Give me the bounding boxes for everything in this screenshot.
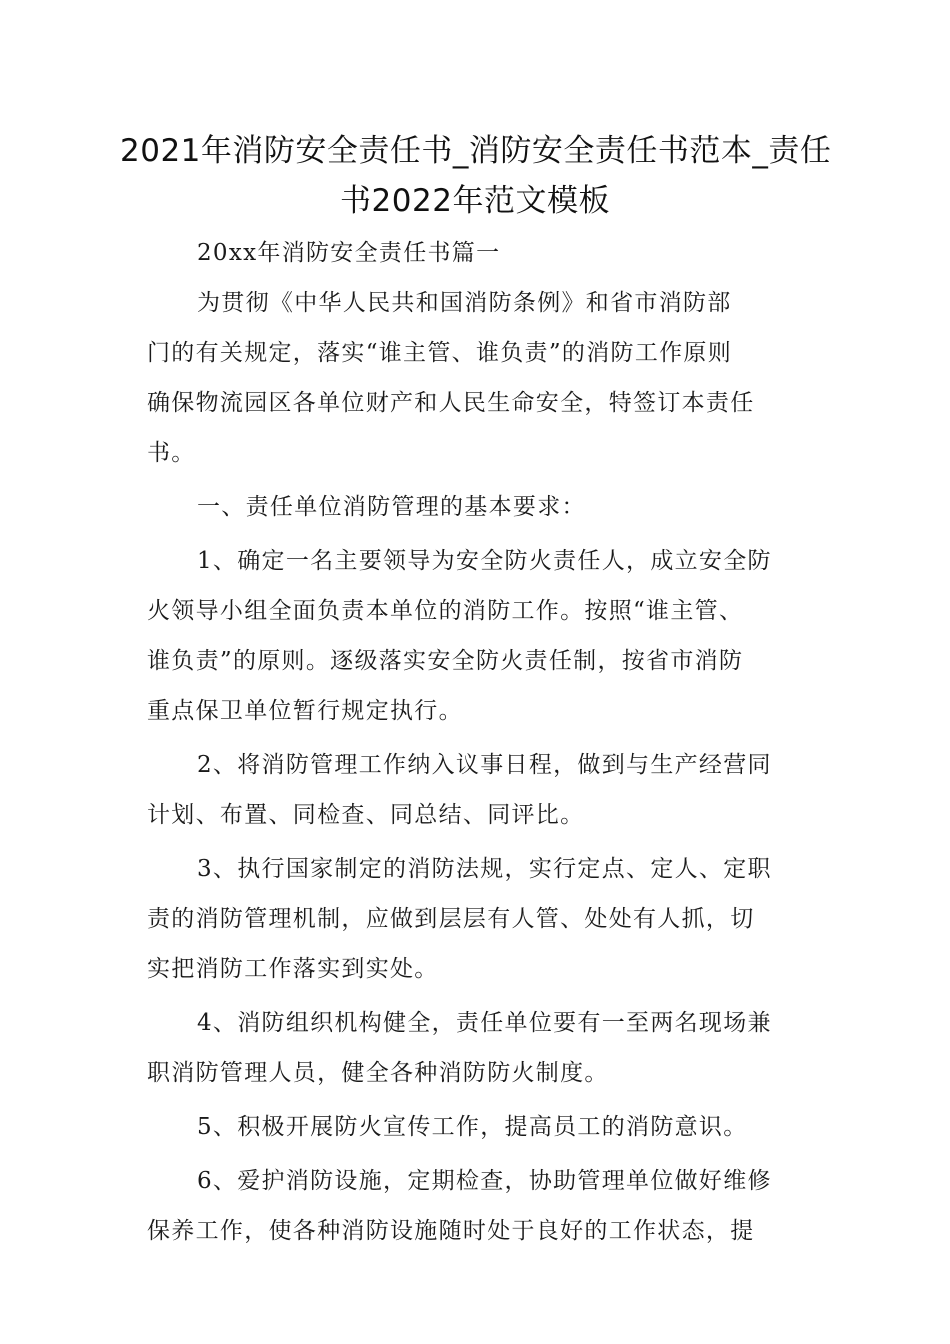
paragraph <box>147 998 807 1098</box>
paragraph-line: 为贯彻《中华人民共和国消防条例》和省市消防部 <box>197 290 732 316</box>
paragraph-line: 火领导小组全面负责本单位的消防工作。按照“谁主管、 <box>147 598 744 624</box>
document-body <box>147 228 807 1260</box>
paragraph <box>147 740 807 840</box>
paragraph <box>147 482 807 532</box>
paragraph-line: 2、将消防管理工作纳入议事日程，做到与生产经营同 <box>197 752 772 778</box>
section-heading: 20xx年消防安全责任书篇一 <box>197 240 501 266</box>
paragraph-line: 1、确定一名主要领导为安全防火责任人，成立安全防 <box>197 548 772 574</box>
paragraph <box>147 278 807 478</box>
paragraph-line: 责的消防管理机制，应做到层层有人管、处处有人抓，切 <box>147 906 755 932</box>
paragraph <box>147 1102 807 1152</box>
paragraph-line: 计划、布置、同检查、同总结、同评比。 <box>147 802 585 828</box>
paragraph-line: 谁负责”的原则。逐级落实安全防火责任制，按省市消防 <box>147 648 744 674</box>
paragraph-line: 确保物流园区各单位财产和人民生命安全，特签订本责任 <box>147 390 755 416</box>
paragraph-line: 实把消防工作落实到实处。 <box>147 956 439 982</box>
paragraph-line: 职消防管理人员，健全各种消防防火制度。 <box>147 1060 609 1086</box>
paragraph-line: 3、执行国家制定的消防法规，实行定点、定人、定职 <box>197 856 772 882</box>
paragraph-line: 重点保卫单位暂行规定执行。 <box>147 698 463 724</box>
paragraph-line: 一、责任单位消防管理的基本要求： <box>197 494 586 520</box>
paragraph <box>147 536 807 736</box>
paragraph-line: 4、消防组织机构健全，责任单位要有一至两名现场兼 <box>197 1010 772 1036</box>
paragraph <box>147 844 807 994</box>
paragraph-line: 书。 <box>147 440 196 466</box>
document-title <box>120 128 830 228</box>
paragraph-line: 5、积极开展防火宣传工作，提高员工的消防意识。 <box>197 1114 748 1140</box>
paragraph <box>147 1156 807 1256</box>
title-line: 书2022年范文模板 <box>340 183 610 219</box>
paragraph-line: 保养工作，使各种消防设施随时处于良好的工作状态，提 <box>147 1218 755 1244</box>
paragraph-line: 门的有关规定，落实“谁主管、谁负责”的消防工作原则 <box>147 340 733 366</box>
title-line: 2021年消防安全责任书_消防安全责任书范本_责任 <box>120 133 832 169</box>
paragraph-line: 6、爱护消防设施，定期检查，协助管理单位做好维修 <box>197 1168 772 1194</box>
